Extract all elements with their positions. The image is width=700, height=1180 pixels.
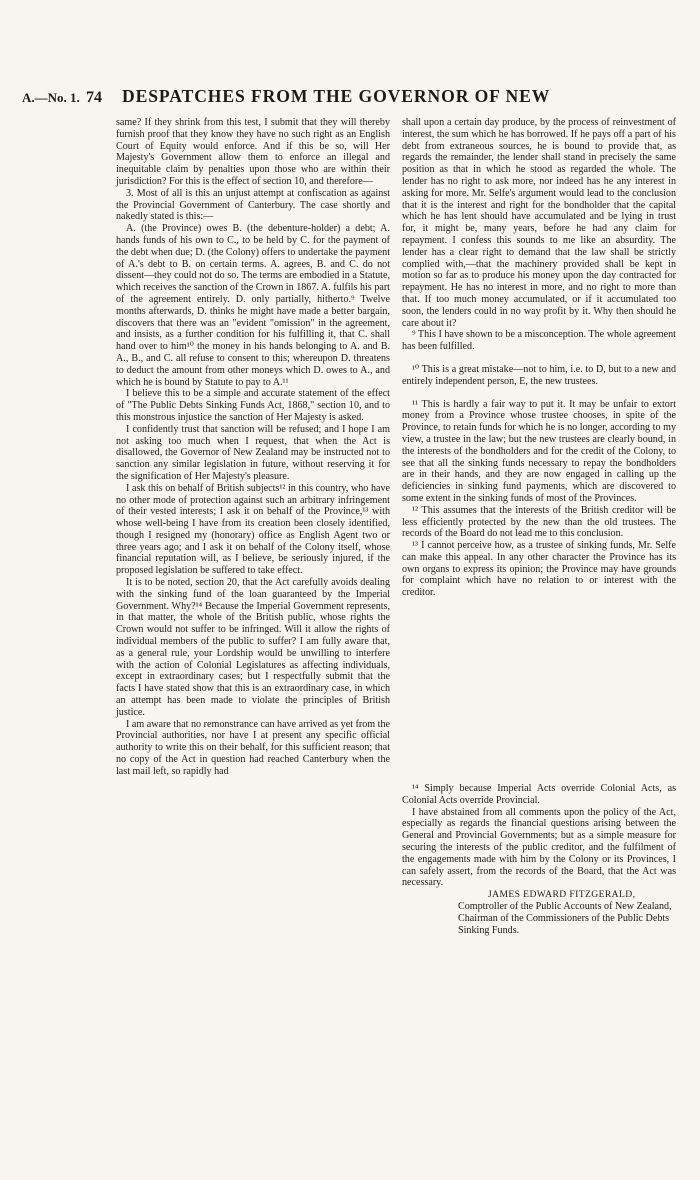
paragraph: I have abstained from all comments upon the policy of the Act, especially as regards the financial questions arising between the General and Provincial Governments; but as a simple measure for securing the interests of the public creditor, and the fulfilment of the engagements made with him by the Colony or its Provinces, I can safely assert, from the records of the Board, that the Act was necessary.: [402, 806, 676, 889]
footnotes: [402, 364, 676, 599]
left-column: [116, 117, 390, 778]
page-number: 74: [86, 89, 102, 106]
paragraph: I am aware that no remonstrance can have arrived as yet from the Provincial authorities, nor have I at present any specific official authority to write this on their behalf, for this sufficient reason; that no copy of the Act in question had reached Canterbury when the last mail left, so rapidly had: [116, 718, 390, 777]
footnote: ¹³ I cannot perceive how, as a trustee of sinking funds, Mr. Selfe can make this appeal. In any other character the Province has its own organs to express its opinion; the Province may have grounds for complaint which have no relation to or interest with the creditor.: [402, 540, 676, 599]
paragraph: 3. Most of all is this an unjust attempt at confiscation as against the Provincial Government of Canterbury. The case shortly and nakedly stated is this:—: [116, 187, 390, 223]
footnote: ¹² This assumes that the interests of the British creditor will be less efficiently protected by the new than the old trustees. The records of the Board do not lead me to this conclusion.: [402, 504, 676, 540]
paragraph: shall upon a certain day produce, by the process of reinvestment of interest, the sum which he has borrowed. If he pays off a part of his debt from extraneous sources, he is bound to provide that, as regards the remainder, the lender shall stand in precisely the same position as that in which he stood as regarded the whole. The lender has no right to ask more, nor indeed has he any interest in asking for more. Mr. Selfe's argument would lead to the conclusion that it is the interest and right for the bondholder that the capital which he has lent should have accumulated and be lying in trust for, it might be, many years, before he had any claim for repayment. I confess this sounds to me like an absurdity. The lender has a clear right to demand that the law shall be strictly complied with,—that the machinery provided shall be kept in motion so far as to produce his money upon the day contracted for repayment. He has no interest in more, and no right to more than that. If too much money accumulated, or if it accumulated too soon, the lenders could in no way profit by it. Why then should he care about it?: [402, 117, 676, 329]
right-column: [402, 117, 676, 936]
document-reference: A.—No. 1.: [22, 90, 80, 105]
signature-name: JAMES EDWARD FITZGERALD,: [488, 889, 636, 901]
paragraph: A. (the Province) owes B. (the debenture-holder) a debt; A. hands funds of his own to C., to be held by C. for the payment of the debt when due; D. (the Colony) offers to undertake the payment of A.'s debt to B. on certain terms. A. agrees, B. and C. do not dissent—they could not do so. The terms are embodied in a Statute, which receives the sanction of the Crown in 1867. A. fulfils his part of the agreement entirely. D. only partially, hitherto.⁹ Twelve months afterwards, D. thinks he might have made a better bargain, discovers that there was an "evident "omission" in the agreement, and insists, as a further condition for his fulfilling it, that C. shall hand over to him¹⁰ the money in his hands belonging to A. and B. A., B., and C. all refuse to consent to this; whereupon D. threatens to deduct the amount from other moneys which D. owes to A., and which he is bound by Statute to pay to A.¹¹: [116, 223, 390, 388]
paragraph: I ask this on behalf of British subjects¹² in this country, who have no other mode of protection against such an arbitrary infringement of their vested interests; I ask it on behalf of the Province,¹³ with whose well-being I have from its creation been closely identified, though I resigned my (honorary) office as English Agent two or three years ago; and I ask it on behalf of the Colony itself, whose financial reputation will, as I believe, be seriously injured, if the proposed legislation be suffered to take effect.: [116, 482, 390, 577]
paragraph: I believe this to be a simple and accurate statement of the effect of "The Public Debts Sinking Funds Act, 1868," section 10, and to this monstrous injustice the sanction of Her Majesty is asked.: [116, 388, 390, 423]
page-title: DESPATCHES FROM THE GOVERNOR OF NEW: [122, 86, 551, 106]
signature-title-text: Comptroller of the Public Accounts of New Zealand, Chairman of the Commissioners of the Public Debts Sinking Funds.: [458, 901, 672, 936]
paragraph: same? If they shrink from this test, I submit that they will thereby furnish proof that they know they have no such right as an English Court of Equity would enforce. And if this be so, will Her Majesty's Government allow them to enforce an illegal and inequitable claim by penalties upon those who are within their jurisdiction? For this is the effect of section 10, and therefore—: [116, 117, 390, 187]
paragraph: It is to be noted, section 20, that the Act carefully avoids dealing with the sinking fund of the loan guaranteed by the Imperial Government. Why?¹⁴ Because the Imperial Government represents, in that matter, the whole of the British public, whose rights the Crown would not suffer to be infringed. Will it allow the rights of individual members of the public to suffer? I am fully aware that, as a general rule, your Lordship would be unwilling to interfere with the action of Colonial Legislatures as affecting individuals, except in extraordinary cases; but I respectfully submit that the facts I have stated show that this is an extraordinary case, in which an attempt has been made to violate the principles of British justice.: [116, 577, 390, 718]
footnote: ⁹ This I have shown to be a misconception. The whole agreement has been fulfilled.: [402, 329, 676, 353]
page-header: [22, 86, 678, 110]
footnote: ¹¹ This is hardly a fair way to put it. It may be unfair to extort money from a Province whose trustee chooses, in spite of the Province, to retain funds for which he is no longer, according to my view, a trustee in the law; but the new trustees are clearly bound, in the interests of the bondholders and for the credit of the Colony, to see that all the sinking funds necessary to repay the bondholders are in their hands, and they are now engaged in calling up the deficiencies in sinking fund payments, which are discovered to some extent in the sinking funds of most of the Provinces.: [402, 398, 676, 504]
signature-title: [402, 901, 676, 936]
paragraph: I confidently trust that sanction will be refused; and I hope I am not asking too much when I request, that when the Act is disallowed, the Governor of New Zealand may be instructed not to sanction any similar legislation in future, without reserving it for the signification of Her Majesty's pleasure.: [116, 423, 390, 482]
footnote: ¹⁴ Simply because Imperial Acts override Colonial Acts, as Colonial Acts override Provincial.: [402, 783, 676, 806]
footnote: ¹⁰ This is a great mistake—not to him, i.e. to D, but to a new and entirely independent person, E, the new trustees.: [402, 363, 676, 387]
